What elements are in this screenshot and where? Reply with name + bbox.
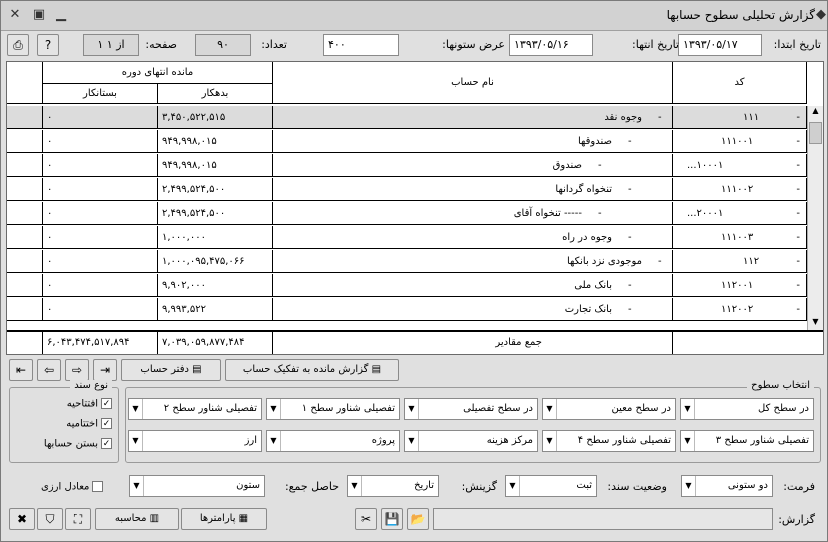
account-code: ...۲۰۰۰۱ bbox=[687, 208, 724, 219]
start-date-label: تاریخ ابتدا: bbox=[773, 38, 821, 51]
code-cell bbox=[673, 202, 807, 225]
level-select[interactable]: ▼ تفصیلی شناور سطح ۲ bbox=[128, 398, 262, 420]
name-cell bbox=[273, 298, 673, 321]
print-icon[interactable]: ⎙ bbox=[7, 34, 29, 56]
credit-cell: ۰ bbox=[43, 202, 158, 225]
checkbox-box[interactable]: ✓ bbox=[102, 399, 111, 409]
grid-scrollbar[interactable] bbox=[807, 106, 823, 330]
end-date-label: تاریخ انتها: bbox=[632, 38, 679, 51]
name-cell bbox=[273, 130, 673, 153]
credit-cell: ۰ bbox=[43, 154, 158, 177]
total-label: جمع مقادیر bbox=[273, 332, 673, 354]
credit-cell: ۰ bbox=[43, 274, 158, 297]
header-balance-group: مانده انتهای دوره bbox=[43, 62, 273, 84]
debit-cell: ۹۴۹,۹۹۸,۰۱۵ bbox=[158, 130, 273, 153]
chevron-down-icon: ▼ bbox=[681, 399, 695, 419]
account-code: ۱۱۱۰۰۳ bbox=[721, 232, 754, 243]
account-name: موجودی نزد بانکها bbox=[566, 256, 642, 267]
row-spacer bbox=[7, 274, 43, 297]
credit-cell: ۰ bbox=[43, 250, 158, 273]
header-debit[interactable]: بدهکار bbox=[158, 84, 273, 104]
debit-cell: ۲,۴۹۹,۵۲۴,۵۰۰ bbox=[158, 202, 273, 225]
chevron-down-icon: ▼ bbox=[405, 431, 419, 451]
doc-type-group bbox=[9, 380, 119, 463]
level-select[interactable]: ▼ مرکز هزینه bbox=[404, 430, 538, 452]
format-select[interactable]: ▼ دو ستونی bbox=[681, 475, 773, 497]
name-dash: - bbox=[658, 256, 662, 267]
code-cell bbox=[673, 130, 807, 153]
ledger-icon: ▤ bbox=[188, 364, 202, 375]
count-field: ۹۰ bbox=[195, 34, 251, 56]
ledger-button[interactable]: ▤ دفتر حساب bbox=[121, 359, 221, 381]
debit-cell: ۱,۰۰۰,۰۰۰ bbox=[158, 226, 273, 249]
sort-select[interactable]: ▼ تاریخ bbox=[347, 475, 439, 497]
checkbox-box[interactable] bbox=[92, 481, 103, 492]
code-cell bbox=[673, 274, 807, 297]
name-dash: - bbox=[628, 280, 632, 291]
account-name: صندوقها bbox=[577, 136, 612, 147]
checkbox-box[interactable]: ✓ bbox=[102, 439, 111, 449]
doc-type-checkbox[interactable]: ✓اختتامیه bbox=[66, 418, 111, 430]
credit-cell: ۰ bbox=[43, 226, 158, 249]
account-code: ۱۱۲۰۰۲ bbox=[721, 304, 754, 315]
scroll-thumb[interactable] bbox=[809, 122, 822, 144]
next-icon[interactable]: ⇨ bbox=[65, 359, 89, 381]
binoculars-icon[interactable]: ⛶ bbox=[65, 508, 91, 530]
row-marker: - bbox=[796, 136, 800, 147]
save-icon[interactable]: 💾 bbox=[381, 508, 403, 530]
code-cell bbox=[673, 178, 807, 201]
report-label: گزارش: bbox=[778, 513, 815, 526]
credit-cell: ۰ bbox=[43, 298, 158, 321]
header-credit[interactable]: بستانکار bbox=[43, 84, 158, 104]
account-name: تنخواه گردانها bbox=[555, 184, 612, 195]
level-select[interactable]: ▼ پروژه bbox=[266, 430, 400, 452]
level-select[interactable]: ▼ ارز bbox=[128, 430, 262, 452]
chevron-down-icon: ▼ bbox=[267, 399, 281, 419]
table-row[interactable] bbox=[7, 250, 807, 273]
exit-icon[interactable]: ✖ bbox=[9, 508, 35, 530]
name-cell bbox=[273, 178, 673, 201]
app-icon: ◆ bbox=[816, 7, 826, 22]
table-row[interactable] bbox=[7, 178, 807, 201]
code-cell bbox=[673, 250, 807, 273]
account-name: بانک ملی bbox=[574, 280, 612, 291]
name-dash: - bbox=[628, 136, 632, 147]
calc-icon: ▥ bbox=[146, 513, 160, 524]
page-label: صفحه: bbox=[145, 38, 177, 51]
name-dash: - bbox=[628, 304, 632, 315]
row-spacer bbox=[7, 178, 43, 201]
levels-title: انتخاب سطوح bbox=[747, 380, 814, 391]
code-cell bbox=[673, 154, 807, 177]
chevron-down-icon: ▼ bbox=[129, 431, 143, 451]
row-marker: - bbox=[796, 304, 800, 315]
chevron-down-icon: ▼ bbox=[405, 399, 419, 419]
name-cell bbox=[273, 250, 673, 273]
prev-icon[interactable]: ⇦ bbox=[37, 359, 61, 381]
account-code: ۱۱۲ bbox=[743, 256, 760, 267]
doc-type-title: نوع سند bbox=[70, 380, 112, 391]
format-label: فرمت: bbox=[783, 480, 815, 493]
status-label: وضعیت سند: bbox=[607, 480, 667, 493]
params-button[interactable]: ▦ پارامترها bbox=[181, 508, 267, 530]
help-icon[interactable]: ? bbox=[37, 34, 59, 56]
row-spacer bbox=[7, 154, 43, 177]
close-icon[interactable]: ✕ bbox=[9, 7, 21, 22]
table-row[interactable] bbox=[7, 202, 807, 225]
account-code: ۱۱۱۰۰۱ bbox=[721, 136, 754, 147]
name-dash: - bbox=[598, 208, 602, 219]
totals-spacer bbox=[7, 332, 43, 354]
credit-cell: ۰ bbox=[43, 130, 158, 153]
code-cell bbox=[673, 298, 807, 321]
debit-cell: ۲,۴۹۹,۵۲۴,۵۰۰ bbox=[158, 178, 273, 201]
breakdown-button[interactable]: ▤ گزارش مانده به تفکیک حساب bbox=[225, 359, 399, 381]
account-code: ...۱۰۰۰۱ bbox=[687, 160, 724, 171]
debit-cell: ۹۴۹,۹۹۸,۰۱۵ bbox=[158, 154, 273, 177]
row-marker: - bbox=[796, 208, 800, 219]
level-select[interactable]: ▼ در سطح تفصیلی bbox=[404, 398, 538, 420]
tools-icon[interactable]: ✂ bbox=[355, 508, 377, 530]
credit-cell: ۰ bbox=[43, 106, 158, 129]
table-row[interactable] bbox=[7, 274, 807, 297]
scroll-up-icon[interactable]: ▲ bbox=[812, 106, 819, 115]
level-select[interactable]: ▼ تفصیلی شناور سطح ۱ bbox=[266, 398, 400, 420]
sum-select[interactable]: ▼ ستون bbox=[129, 475, 265, 497]
sum-label: حاصل جمع: bbox=[284, 480, 339, 493]
window-title: گزارش تحلیلی سطوح حسابها bbox=[666, 8, 815, 22]
chevron-down-icon: ▼ bbox=[682, 476, 696, 496]
chevron-down-icon: ▼ bbox=[129, 399, 143, 419]
name-dash: - bbox=[658, 112, 662, 123]
chevron-down-icon: ▼ bbox=[681, 431, 695, 451]
params-icon: ▦ bbox=[235, 513, 249, 524]
table-row[interactable] bbox=[7, 106, 807, 129]
minimize-icon[interactable]: ▁ bbox=[56, 7, 66, 22]
header-code[interactable]: کد bbox=[673, 62, 807, 104]
row-marker: - bbox=[796, 184, 800, 195]
account-name: بانک تجارت bbox=[564, 304, 612, 315]
credit-cell: ۰ bbox=[43, 178, 158, 201]
table-row[interactable] bbox=[7, 130, 807, 153]
column-width-label: عرض ستونها: bbox=[442, 38, 505, 51]
total-debit: ۷,۰۳۹,۰۵۹,۸۷۷,۴۸۴ bbox=[158, 332, 273, 354]
level-select[interactable]: ▼ در سطح معین bbox=[542, 398, 676, 420]
debit-cell: ۹,۹۹۳,۵۲۲ bbox=[158, 298, 273, 321]
totals-row bbox=[7, 332, 824, 354]
levels-group bbox=[125, 380, 821, 463]
row-spacer bbox=[7, 298, 43, 321]
end-date-field[interactable]: ۱۳۹۳/۰۵/۱۶ bbox=[509, 34, 593, 56]
level-select[interactable]: ▼ تفصیلی شناور سطح ۳ bbox=[680, 430, 814, 452]
row-marker: - bbox=[796, 280, 800, 291]
calc-button[interactable]: ▥ محاسبه bbox=[95, 508, 179, 530]
row-marker: - bbox=[796, 160, 800, 171]
row-marker: - bbox=[796, 256, 800, 267]
table-row[interactable] bbox=[7, 226, 807, 249]
row-spacer bbox=[7, 130, 43, 153]
start-date-field[interactable]: ۱۳۹۳/۰۵/۱۷ bbox=[678, 34, 762, 56]
name-dash: - bbox=[628, 184, 632, 195]
code-cell bbox=[673, 226, 807, 249]
page-field: ۱ از ۱ bbox=[83, 34, 139, 56]
table-row[interactable] bbox=[7, 298, 807, 321]
debit-cell: ۱,۰۰۰,۰۹۵,۴۷۵,۰۶۶ bbox=[158, 250, 273, 273]
column-width-field[interactable]: ۴۰۰ bbox=[323, 34, 399, 56]
count-label: تعداد: bbox=[261, 38, 287, 51]
maximize-icon[interactable]: ▣ bbox=[32, 7, 46, 22]
chevron-down-icon: ▼ bbox=[267, 431, 281, 451]
sort-label: گزینش: bbox=[461, 480, 497, 493]
currency-checkbox[interactable]: معادل ارزی bbox=[41, 481, 103, 493]
open-icon[interactable]: 📂 bbox=[407, 508, 429, 530]
account-name: صندوق bbox=[552, 160, 582, 171]
table-row[interactable] bbox=[7, 154, 807, 177]
title-bar bbox=[1, 1, 827, 31]
name-cell bbox=[273, 274, 673, 297]
name-dash: - bbox=[598, 160, 602, 171]
name-dash: - bbox=[628, 232, 632, 243]
account-name: وجوه در راه bbox=[562, 232, 612, 243]
header-spacer bbox=[7, 62, 43, 104]
row-spacer bbox=[7, 226, 43, 249]
doc-type-checkbox[interactable]: ✓بستن حسابها bbox=[43, 438, 111, 450]
row-marker: - bbox=[796, 112, 800, 123]
first-icon[interactable]: ⇤ bbox=[9, 359, 33, 381]
scroll-down-icon[interactable]: ▼ bbox=[812, 317, 819, 326]
account-code: ۱۱۱ bbox=[743, 112, 760, 123]
doc-type-checkbox[interactable]: ✓افتتاحیه bbox=[66, 398, 111, 410]
chevron-down-icon: ▼ bbox=[543, 399, 557, 419]
chevron-down-icon: ▼ bbox=[130, 476, 144, 496]
checkbox-box[interactable]: ✓ bbox=[102, 419, 111, 429]
chevron-down-icon: ▼ bbox=[543, 431, 557, 451]
chevron-down-icon: ▼ bbox=[506, 476, 520, 496]
debit-cell: ۹,۹۰۲,۰۰۰ bbox=[158, 274, 273, 297]
header-account-name[interactable]: نام حساب bbox=[273, 62, 673, 104]
account-code: ۱۱۱۰۰۲ bbox=[721, 184, 754, 195]
report-icon: ▤ bbox=[368, 364, 382, 375]
account-code: ۱۱۲۰۰۱ bbox=[721, 280, 754, 291]
row-spacer bbox=[7, 106, 43, 129]
account-name: وجوه نقد bbox=[604, 112, 642, 123]
report-field[interactable] bbox=[433, 508, 773, 530]
filter-icon[interactable]: ⛉ bbox=[37, 508, 63, 530]
status-select[interactable]: ▼ ثبت bbox=[505, 475, 597, 497]
debit-cell: ۳,۴۵۰,۵۲۲,۵۱۵ bbox=[158, 106, 273, 129]
name-cell bbox=[273, 154, 673, 177]
account-name: ----- تنخواه آقای bbox=[513, 208, 582, 219]
total-credit: ۶,۰۴۳,۴۷۴,۵۱۷,۸۹۴ bbox=[43, 332, 158, 354]
row-spacer bbox=[7, 250, 43, 273]
level-select[interactable]: ▼ تفصیلی شناور سطح ۴ bbox=[542, 430, 676, 452]
name-cell bbox=[273, 202, 673, 225]
code-cell bbox=[673, 106, 807, 129]
last-icon[interactable]: ⇥ bbox=[93, 359, 117, 381]
row-spacer bbox=[7, 202, 43, 225]
name-cell bbox=[273, 226, 673, 249]
name-cell bbox=[273, 106, 673, 129]
level-select[interactable]: ▼ در سطح کل bbox=[680, 398, 814, 420]
accounts-grid bbox=[6, 61, 824, 355]
chevron-down-icon: ▼ bbox=[348, 476, 362, 496]
row-marker: - bbox=[796, 232, 800, 243]
